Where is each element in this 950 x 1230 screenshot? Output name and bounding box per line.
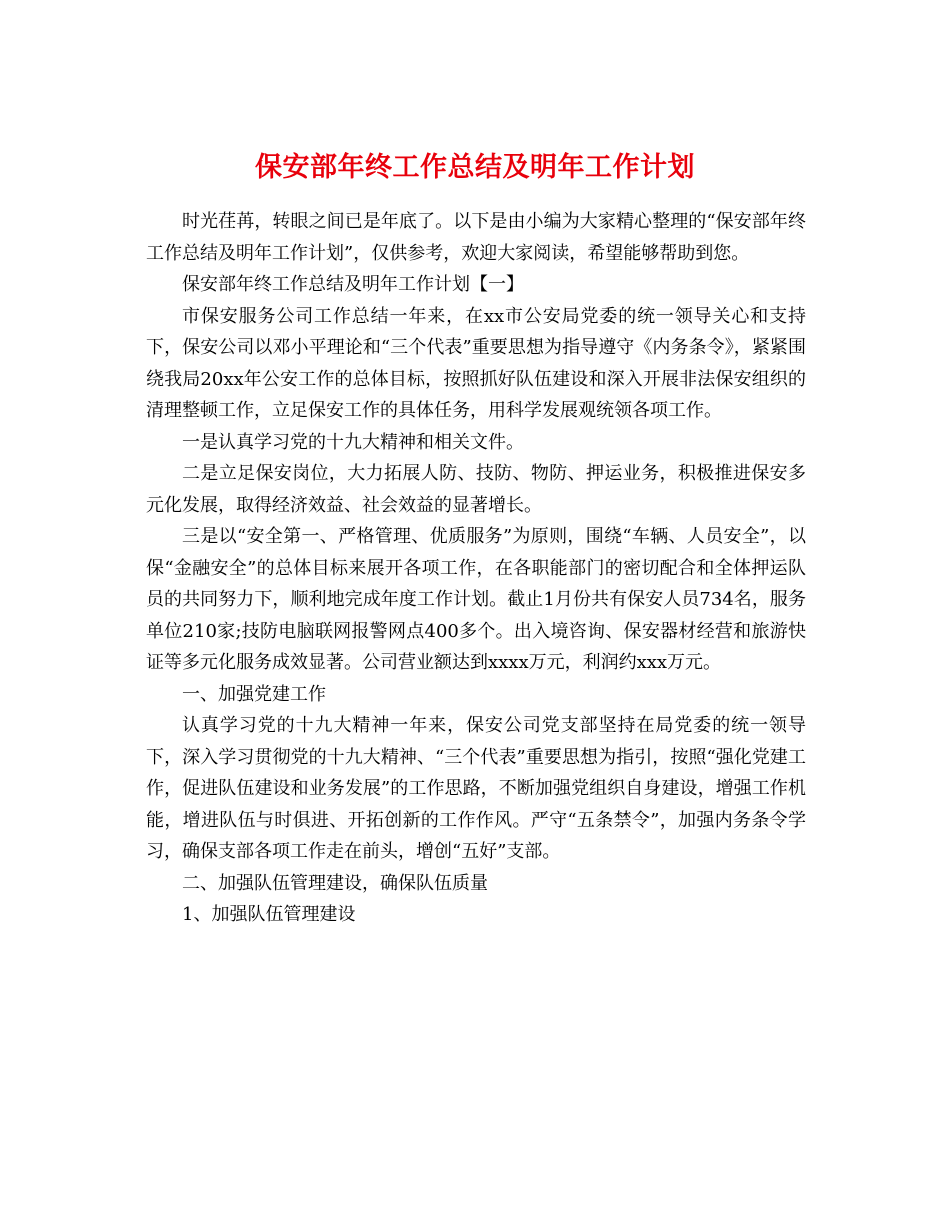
document-title: 保安部年终工作总结及明年工作计划: [255, 152, 695, 184]
section-heading-part-one: 保安部年终工作总结及明年工作计划【一】: [182, 274, 524, 295]
paragraph-point-three: 三是以“安全第一、严格管理、优质服务”为原则，围绕“车辆、人员安全”，以保“金融安全”的总体目标来展开各项工作，在各职能部门的密切配合和全体押运队员的共同努力下，顺利地完成年度工作计划。截止1月份共有保安人员734名，服务单位210家;技防电脑联网报警网点400多个。出入境咨询、保安器材经营和旅游快证等多元化服务成效显著。公司营业额达到xxxx万元，利润约xxx万元。: [146, 526, 806, 673]
paragraph-point-one: 一是认真学习党的十九大精神和相关文件。: [182, 431, 524, 453]
document-body: [146, 206, 806, 931]
paragraph-party-building: 认真学习党的十九大精神一年来，保安公司党支部坚持在局党委的统一领导下，深入学习贯彻党的十九大精神、“三个代表”重要思想为指引，按照“强化党建工作，促进队伍建设和业务发展”的工作思路，不断加强党组织自身建设，增强工作机能，增进队伍与时俱进、开拓创新的工作作风。严守“五条禁令”，加强内务条令学习，确保支部各项工作走在前头，增创“五好”支部。: [146, 715, 806, 862]
paragraph-summary: 市保安服务公司工作总结一年来，在xx市公安局党委的统一领导关心和支持下，保安公司以邓小平理论和“三个代表”重要思想为指导遵守《内务条令》，紧紧围绕我局20xx年公安工作的总体目标，按照抓好队伍建设和深入开展非法保安组织的清理整顿工作，立足保安工作的具体任务，用科学发展观统领各项工作。: [146, 305, 806, 421]
section-heading-team-management: 二、加强队伍管理建设，确保队伍质量: [182, 872, 488, 894]
subsection-heading-team-management: 1、加强队伍管理建设: [182, 904, 356, 925]
paragraph-intro: 时光荏苒，转眼之间已是年底了。以下是由小编为大家精心整理的“保安部年终工作总结及明年工作计划”，仅供参考，欢迎大家阅读，希望能够帮助到您。: [146, 211, 806, 264]
paragraph-point-two: 二是立足保安岗位，大力拓展人防、技防、物防、押运业务，积极推进保安多元化发展，取得经济效益、社会效益的显著增长。: [146, 463, 806, 516]
section-heading-party-building: 一、加强党建工作: [182, 683, 326, 705]
